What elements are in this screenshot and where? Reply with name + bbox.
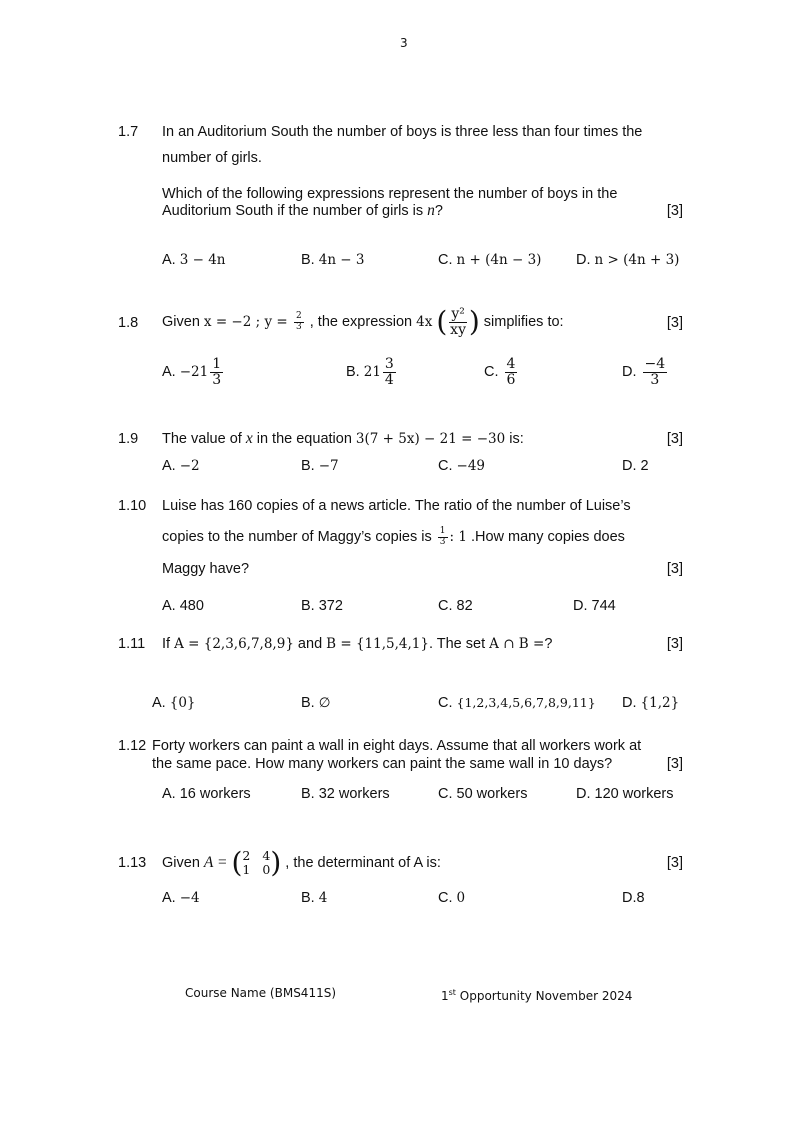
question-number: 1.7: [118, 124, 139, 140]
option-math: n > (4n + 3): [594, 252, 680, 268]
option-b[interactable]: B. 372: [301, 598, 343, 614]
numerator: 2: [295, 311, 302, 322]
option-label: C.: [438, 252, 457, 268]
denominator: 3: [439, 536, 446, 547]
question-number: 1.9: [118, 431, 139, 447]
matrix: [242, 849, 270, 877]
option-label: A.: [162, 364, 180, 380]
math: A =: [203, 854, 228, 871]
option-a[interactable]: [162, 457, 200, 475]
option-math: 4: [318, 890, 328, 906]
math: n: [427, 202, 435, 219]
option-c[interactable]: C. 82: [438, 598, 473, 614]
numerator: y²: [451, 305, 465, 322]
footer-opportunity: [441, 984, 632, 1005]
footer-course: Course Name (BMS411S): [185, 986, 337, 1000]
math: x: [245, 430, 253, 447]
question-text: [162, 521, 625, 553]
page-number: 3: [400, 36, 408, 50]
option-math: ∅: [318, 695, 331, 711]
question-text: Given A = ( 2 4 1 0 ) , the determinant of A is:: [162, 846, 441, 880]
option-label: B.: [301, 458, 319, 474]
option-d[interactable]: [622, 694, 679, 712]
question-text: [162, 202, 443, 220]
matrix-cell: 2: [242, 848, 251, 864]
option-label: B.: [301, 890, 319, 906]
question-text: [162, 635, 552, 653]
denominator: 3: [212, 371, 222, 388]
fraction: [210, 357, 223, 387]
question-text: [162, 430, 524, 448]
marks: [3]: [666, 431, 683, 447]
option-b[interactable]: B. 32 workers: [301, 786, 390, 802]
option-b[interactable]: [301, 457, 339, 475]
numerator: 1: [212, 355, 222, 372]
option-math: {0}: [169, 695, 196, 711]
option-math: 0: [456, 890, 466, 906]
option-a[interactable]: A. 16 workers: [162, 786, 251, 802]
set-b: B = {11,5,4,1}: [326, 636, 429, 652]
question-text: Maggy have?: [162, 561, 250, 577]
text: 1: [441, 989, 449, 1003]
option-d[interactable]: [622, 889, 645, 907]
fraction: [505, 357, 518, 387]
text: , the expression: [305, 314, 417, 330]
denominator: 3: [295, 321, 302, 332]
option-label: A.: [162, 890, 180, 906]
option-label: D.: [622, 695, 641, 711]
numerator: 3: [384, 355, 394, 372]
option-math: n + (4n − 3): [456, 252, 542, 268]
math: x = −2 ; y =: [203, 314, 292, 330]
option-d[interactable]: D. 744: [573, 598, 616, 614]
option-label: D.: [622, 364, 641, 380]
text: If: [162, 636, 175, 652]
math: −21: [179, 364, 209, 380]
math: 21: [363, 364, 381, 380]
question-text: the same pace. How many workers can paint the same wall in 10 days?: [152, 756, 613, 772]
denominator: 4: [384, 371, 394, 388]
text: simplifies to:: [479, 314, 564, 330]
set-a: A = {2,3,6,7,8,9}: [174, 636, 294, 652]
option-label: A.: [152, 695, 170, 711]
option-math: 3 − 4n: [179, 252, 226, 268]
denominator: xy: [450, 321, 466, 338]
math: : 1: [449, 529, 467, 545]
option-math: 2: [640, 458, 649, 474]
option-math: −49: [456, 458, 486, 474]
question-text: Forty workers can paint a wall in eight days. Assume that all workers work at: [152, 738, 642, 754]
option-a[interactable]: A. 480: [162, 598, 204, 614]
matrix-cell: 1: [242, 862, 251, 878]
text: Opportunity November 2024: [455, 989, 633, 1003]
option-math: 8: [636, 890, 645, 906]
option-label: B.: [301, 252, 319, 268]
option-math: −2: [179, 458, 200, 474]
denominator: 3: [650, 371, 660, 388]
math: 4x: [416, 314, 433, 330]
option-b[interactable]: [301, 694, 331, 712]
option-b[interactable]: [301, 251, 365, 269]
option-label: D.: [622, 458, 641, 474]
numerator: 4: [506, 355, 516, 372]
option-c[interactable]: [484, 354, 519, 390]
text: , the determinant of A is:: [281, 855, 441, 871]
marks: [3]: [666, 855, 683, 871]
marks: [3]: [666, 315, 683, 331]
text: ?: [434, 203, 443, 219]
marks: [3]: [666, 636, 683, 652]
option-d[interactable]: [576, 251, 679, 269]
option-math: −4: [179, 890, 200, 906]
question-text: Given x = −2 ; y = $\frac{2}{3}$ , the expression 4x ( $\frac{\text{y²}}{xy}$ ) simplifies to:: [162, 305, 564, 339]
text: . The set: [428, 636, 490, 652]
option-label: B.: [346, 364, 364, 380]
option-math: −7: [318, 458, 339, 474]
denominator: 6: [506, 371, 516, 388]
option-math: {1,2,3,4,5,6,7,8,9,11}: [456, 695, 596, 710]
option-c[interactable]: [438, 889, 465, 907]
math: A ∩ B =: [489, 636, 545, 652]
option-b[interactable]: [346, 354, 398, 390]
text: Given: [162, 314, 204, 330]
question-number: 1.12: [118, 738, 147, 754]
question-text: In an Auditorium South the number of boys is three less than four times the: [162, 124, 643, 140]
marks: [3]: [666, 203, 683, 219]
option-d[interactable]: D. 120 workers: [576, 786, 674, 802]
matrix-cell: 0: [262, 862, 271, 878]
option-label: D.: [576, 252, 595, 268]
text: Auditorium South if the number of girls is: [162, 203, 428, 219]
option-c[interactable]: [438, 457, 485, 475]
text: copies to the number of Maggy’s copies is: [162, 529, 436, 545]
fraction: [449, 307, 467, 337]
question-text: number of girls.: [162, 150, 262, 166]
numerator: −4: [644, 355, 666, 372]
option-math: 4n − 3: [318, 252, 365, 268]
text: is:: [505, 431, 524, 447]
option-c[interactable]: C. 50 workers: [438, 786, 528, 802]
option-label: C.: [438, 890, 457, 906]
superscript: st: [448, 988, 456, 997]
text: .How many copies does: [466, 529, 625, 545]
equation: 3(7 + 5x) − 21 = −30: [355, 431, 506, 447]
fraction: [383, 357, 396, 387]
numerator: 1: [439, 526, 446, 537]
fraction: [438, 527, 448, 547]
question-number: 1.13: [118, 855, 147, 871]
option-label: A.: [162, 252, 180, 268]
matrix-cell: 4: [262, 848, 271, 864]
option-label: B.: [301, 695, 319, 711]
text: in the equation: [252, 431, 356, 447]
text: Given: [162, 855, 204, 871]
option-label: C.: [438, 695, 457, 711]
option-c[interactable]: [438, 251, 541, 269]
option-b[interactable]: [301, 889, 327, 907]
question-number: 1.11: [118, 636, 146, 652]
option-label: A.: [162, 458, 180, 474]
question-text: Which of the following expressions represent the number of boys in the: [162, 186, 618, 202]
fraction: [643, 357, 668, 387]
option-label: D.: [622, 890, 637, 906]
text: The value of: [162, 431, 246, 447]
option-a[interactable]: [152, 694, 196, 712]
text: ?: [544, 636, 553, 652]
option-d[interactable]: [622, 457, 649, 475]
option-a[interactable]: [162, 251, 226, 269]
option-label: C.: [484, 364, 503, 380]
question-number: 1.8: [118, 315, 139, 331]
option-c[interactable]: [438, 694, 596, 712]
marks: [3]: [666, 561, 683, 577]
question-text: Luise has 160 copies of a news article. The ratio of the number of Luise’s: [162, 498, 631, 514]
option-a[interactable]: [162, 354, 225, 390]
text: and: [293, 636, 327, 652]
option-d[interactable]: [622, 354, 669, 390]
option-math: {1,2}: [640, 695, 680, 711]
option-a[interactable]: [162, 889, 200, 907]
marks: [3]: [666, 756, 683, 772]
option-label: C.: [438, 458, 457, 474]
question-number: 1.10: [118, 498, 147, 514]
fraction: [294, 312, 304, 332]
